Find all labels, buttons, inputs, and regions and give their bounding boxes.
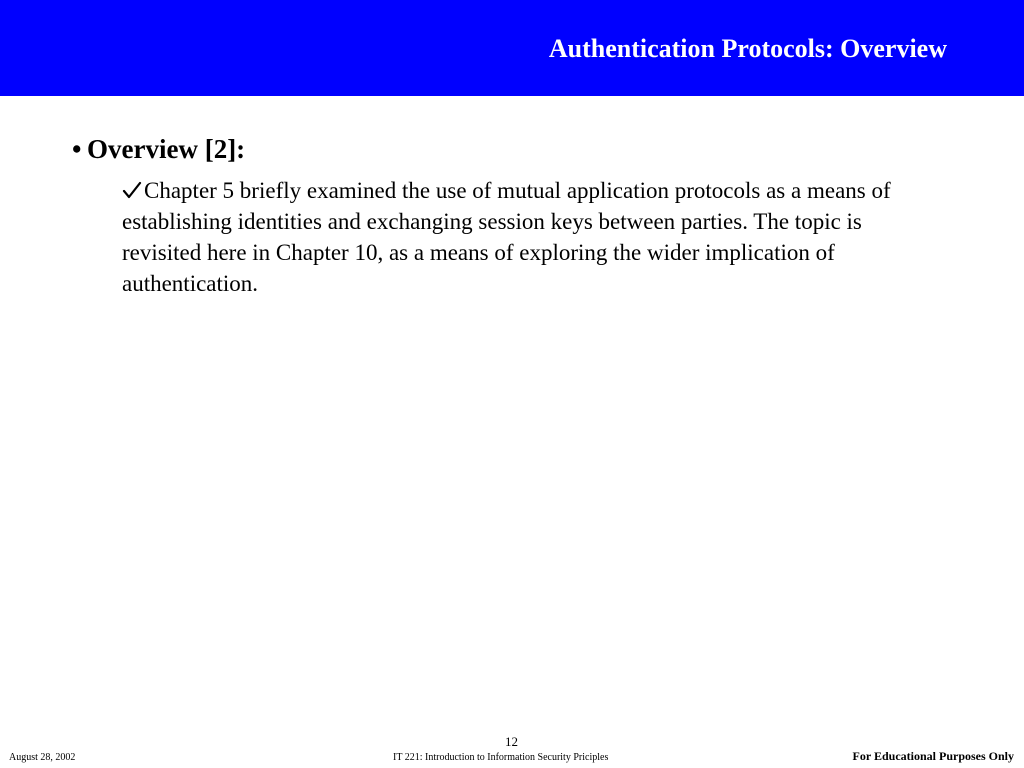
checkmark-icon — [122, 181, 144, 199]
bullet-label: Overview [2]: — [87, 134, 246, 164]
slide-title: Authentication Protocols: Overview — [548, 34, 947, 63]
page-number: 12 — [505, 734, 518, 749]
sub-point-text: Chapter 5 briefly examined the use of mutual application protocols as a means of establishing identities and exchanging session keys between parties. The topic is revisited here in Chapter 10, as a means of exploring the wider implication of authentication. — [122, 178, 891, 296]
footer-notice: For Educational Purposes Only — [852, 749, 1014, 763]
bullet-item-overview — [72, 134, 245, 165]
footer-course-title: IT 221: Introduction to Information Security Priciples — [393, 752, 609, 763]
bullet-dot-icon: • — [72, 134, 82, 164]
header-band — [0, 0, 1024, 96]
footer-date: August 28, 2002 — [9, 752, 76, 763]
sub-point-paragraph — [122, 175, 944, 299]
